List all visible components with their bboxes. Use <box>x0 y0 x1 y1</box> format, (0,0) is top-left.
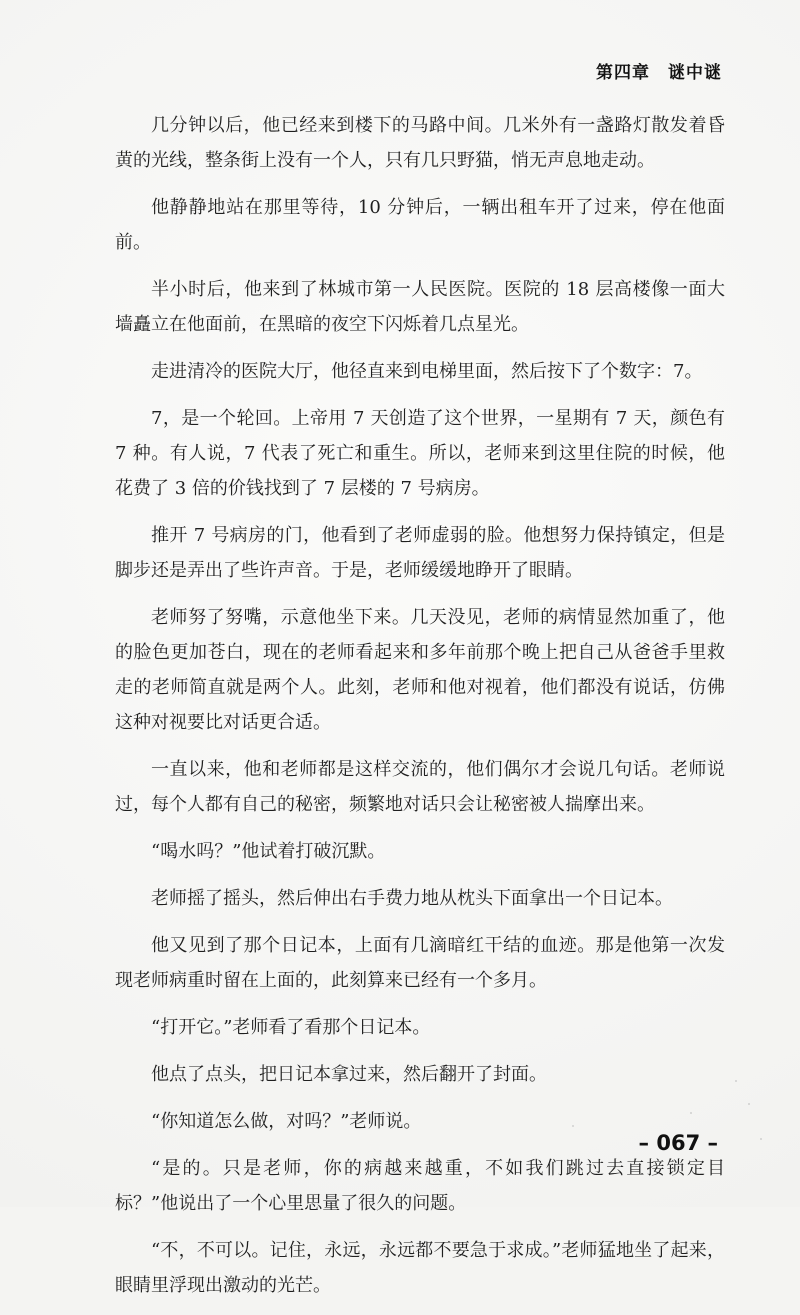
paragraph-12: “打开它。”老师看了看那个日记本。 <box>151 1017 431 1038</box>
paragraph-1: 几分钟以后，他已经来到楼下的马路中间。几米外有一盏路灯散发着昏黄的光线，整条街上没有一个人，只有几只野猫，悄无声息地走动。 <box>115 115 725 171</box>
paragraph-7: 老师努了努嘴，示意他坐下来。几天没见，老师的病情显然加重了，他的脸色更加苍白，现在的老师看起来和多年前那个晚上把自己从爸爸手里救走的老师简直就是两个人。此刻，老师和他对视着，他们都没有说话，仿佛这种对视要比对话更合适。 <box>115 607 725 733</box>
paragraph-15: “是的。只是老师，你的病越来越重，不如我们跳过去直接锁定目标？”他说出了一个心里思量了很久的问题。 <box>115 1158 725 1214</box>
paragraph-8: 一直以来，他和老师都是这样交流的，他们偶尔才会说几句话。老师说过，每个人都有自己的秘密，频繁地对话只会让秘密被人揣摩出来。 <box>115 759 725 815</box>
scan-speckle <box>748 1103 750 1105</box>
page-number: – 067 – <box>638 1131 718 1155</box>
paragraph-13: 他点了点头，把日记本拿过来，然后翻开了封面。 <box>151 1064 547 1085</box>
scan-speckle <box>735 1080 737 1082</box>
scan-speckle <box>690 1112 692 1114</box>
paragraph-6: 推开 7 号病房的门，他看到了老师虚弱的脸。他想努力保持镇定，但是脚步还是弄出了些许声音。于是，老师缓缓地睁开了眼睛。 <box>115 525 725 581</box>
scan-speckle <box>760 1138 762 1140</box>
paragraph-5: 7，是一个轮回。上帝用 7 天创造了这个世界，一星期有 7 天，颜色有 7 种。有人说，7 代表了死亡和重生。所以，老师来到这里住院的时候，他花费了 3 倍的价钱找到了 7 层楼的 7 号病房。 <box>115 408 725 499</box>
scan-speckle <box>572 1125 574 1127</box>
page-body <box>115 108 725 1315</box>
paragraph-3: 半小时后，他来到了林城市第一人民医院。医院的 18 层高楼像一面大墙矗立在他面前，在黑暗的夜空下闪烁着几点星光。 <box>115 279 725 335</box>
paragraph-16: “不，不可以。记住，永远，永远都不要急于求成。”老师猛地坐了起来，眼睛里浮现出激动的光芒。 <box>115 1240 725 1296</box>
paragraph-4: 走进清冷的医院大厅，他径直来到电梯里面，然后按下了个数字：7。 <box>151 361 703 382</box>
paragraph-9: “喝水吗？”他试着打破沉默。 <box>151 841 386 862</box>
paragraph-11: 他又见到了那个日记本，上面有几滴暗红干结的血迹。那是他第一次发现老师病重时留在上面的，此刻算来已经有一个多月。 <box>115 935 725 991</box>
paragraph-2: 他静静地站在那里等待，10 分钟后，一辆出租车开了过来，停在他面前。 <box>115 197 725 253</box>
paragraph-14: “你知道怎么做，对吗？”老师说。 <box>151 1111 422 1132</box>
paragraph-10: 老师摇了摇头，然后伸出右手费力地从枕头下面拿出一个日记本。 <box>151 888 673 909</box>
chapter-header: 第四章 谜中谜 <box>596 63 722 83</box>
